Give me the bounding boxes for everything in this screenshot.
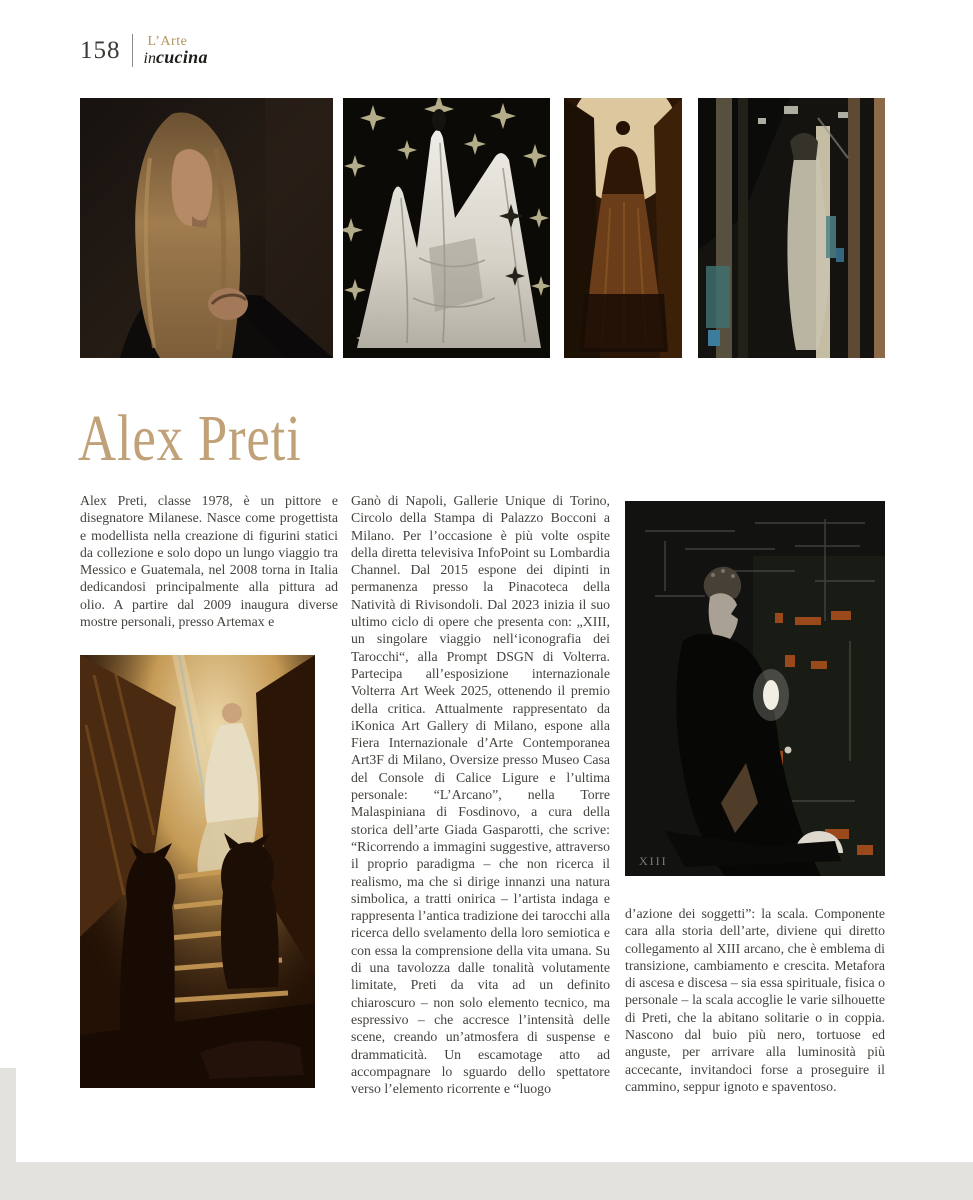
logo-incucina bbox=[144, 48, 208, 67]
article-title: Alex Preti bbox=[78, 402, 302, 475]
tarot-xiii-art bbox=[625, 501, 885, 876]
artwork-gallery bbox=[80, 98, 885, 358]
staircase-dogs-painting bbox=[80, 655, 315, 1088]
drapery-painting bbox=[343, 98, 550, 358]
staircase-gown-art bbox=[564, 98, 682, 358]
drapery-painting-art bbox=[343, 98, 550, 358]
page-number: 158 bbox=[80, 37, 121, 64]
logo-larte: L’Arte bbox=[147, 33, 188, 49]
page-edge-bottom bbox=[0, 1162, 973, 1200]
article-column-1: Alex Preti, classe 1978, è un pittore e disegnatore Milanese. Nasce come progettista e modellista nella creazione di figurini statici da collezione e solo dopo un lungo viaggio tra Messico e Guatemala, nel 2008 torna in Italia dedicandosi principalmente alla pittura ad olio. A partire dal 2009 inaugura diverse mostre personali, presso Artemax e bbox=[80, 493, 338, 630]
portrait-photo-art bbox=[80, 98, 333, 358]
article-column-3: d’azione dei soggetti”: la scala. Componente cara alla storia dell’arte, diviene qui diretto collegamento al XIII arcano, che è emblema di transizione, cambiamento e crescita. Metafora di ascesa e discesa – sia essa spirituale, fisica o personale – la scala accoglie le varie silhouette di Preti, che la abitano solitarie o in coppia. Nascono dal buio più nero, tortuose ed anguste, per arrivare alla luminosità più accecante, invitandoci forse a proseguire il cammino, seppur ignoto e spaventoso. bbox=[625, 906, 885, 1094]
tarot-number-label: XIII bbox=[639, 854, 668, 868]
abstract-figure-art bbox=[698, 98, 885, 358]
tarot-xiii-painting bbox=[625, 501, 885, 876]
staircase-gown-painting bbox=[564, 98, 682, 358]
magazine-logo bbox=[144, 35, 208, 67]
masthead bbox=[80, 34, 208, 67]
staircase-dogs-art bbox=[80, 655, 315, 1088]
masthead-divider bbox=[132, 34, 133, 67]
logo-in: in bbox=[143, 49, 156, 67]
logo-cucina: cucina bbox=[155, 46, 208, 67]
article-column-2: Ganò di Napoli, Gallerie Unique di Torino, Circolo della Stampa di Palazzo Bocconi a Milano. Per l’occasione è più volte ospite della diretta televisiva InfoPoint su Lombardia Channel. Dal 2015 espone dei dipinti in permanenza presso la Pinacoteca della Natività di Rivisondoli. Dal 2023 inizia il suo ultimo ciclo di opere che presenta con: „XIII, un singolare viaggio nell‘iconografia dei Tarocchi“, alla Prompt DSGN di Volterra. Partecipa all’esposizione internazionale Volterra Art Week 2025, ottenendo il premio della critica. Attualmente rappresentato da iKonica Art Gallery di Milano, espone alla Fiera Internazionale d’Arte Contemporanea Art3F di Milano, Oversize presso Museo Casa del Console di Calice Ligure e l’ultima personale: “L’Arcano”, nella Torre Malaspiniana di Fosdinovo, a cura della storica dell’arte Giada Gasparotti, che scrive: “Ricorrendo a immagini suggestive, attraverso il proprio paradigma – che non ricerca il realismo, ma che si dirige innanzi una natura simbolica, a tratti onirica – l’artista indaga e rappresenta l’antica tradizione dei tarocchi alla ricerca dello svelamento della loro semiotica e con essa la comprensione della vita umana. Su di una tavolozza dalle tonalità volutamente limitate, Preti da vita ad un definito chiaroscuro – non solo elemento tecnico, ma espressivo – che accresce l’intensità delle scene, creando un’atmosfera di suspense e drammaticità. Un escamotage atto ad accompagnare lo sguardo dello spettatore verso l’elemento ricorrente e “luogo bbox=[351, 493, 610, 1097]
abstract-figure-painting bbox=[698, 98, 885, 358]
portrait-photo bbox=[80, 98, 333, 358]
